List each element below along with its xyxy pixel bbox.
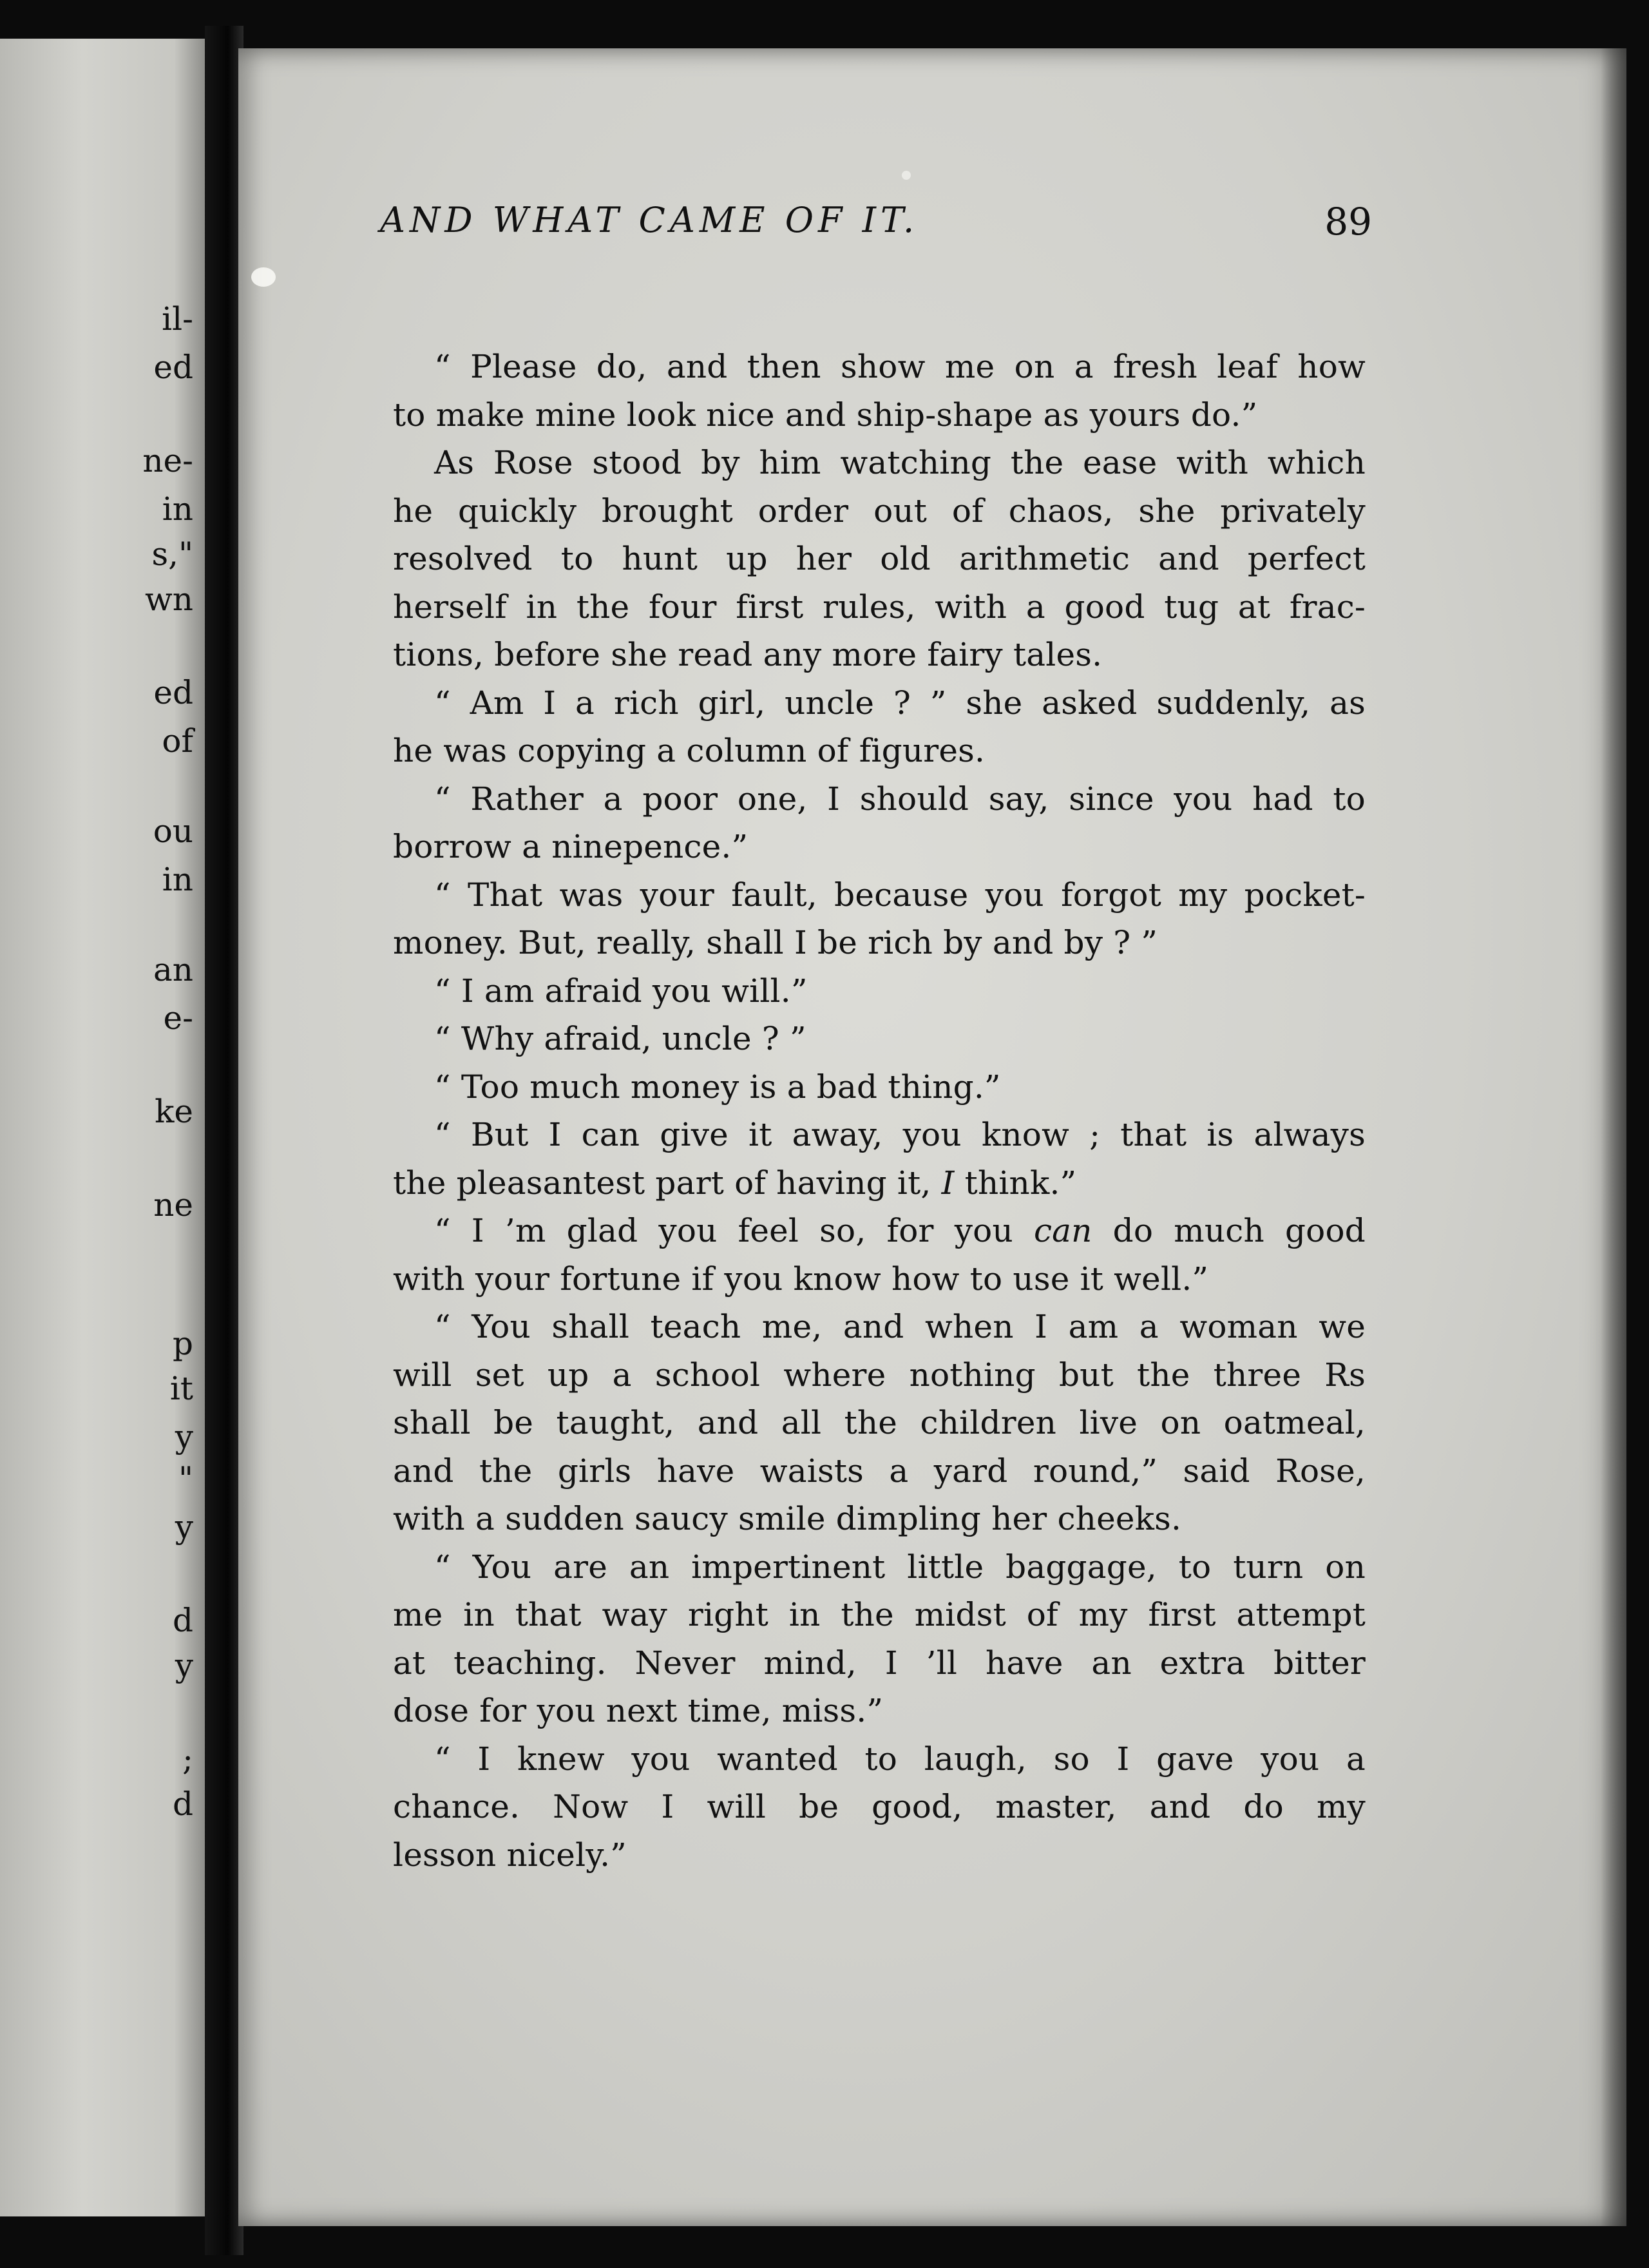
body-text [393,343,1366,1879]
text-line: the pleasantest part of having it, I think.” [393,1164,1077,1202]
italic-word: I [941,1164,955,1202]
text-line: tions, before she read any more fairy tales. [393,636,1103,673]
text-line: with a sudden saucy smile dimpling her cheeks. [393,1500,1182,1537]
left-page-fragment: in [162,861,193,898]
text-line: “ I knew you wanted to laugh, so I gave you a [434,1740,1366,1778]
text-line: “ You are an impertinent little baggage, to turn on [434,1548,1366,1586]
text-line: “ Rather a poor one, I should say, since you had to [434,780,1366,818]
dust-speck [902,171,911,180]
left-page-fragment: ou [153,812,193,850]
left-page-fragment: il- [162,300,193,338]
text-line: “ Why afraid, uncle ? ” [434,1020,806,1057]
left-page-fragment: of [162,722,193,760]
text-line: and the girls have waists a yard round,” said Rose, [393,1452,1366,1490]
left-page-fragment: ed [153,349,193,386]
text-line: to make mine look nice and ship-shape as yours do.” [393,396,1258,434]
left-page-fragment: ; [182,1740,193,1778]
running-title: AND WHAT CAME OF IT. [380,200,919,240]
text-line: “ That was your fault, because you forgot my pocket- [434,876,1366,914]
page-number: 89 [1324,200,1372,244]
dust-speck [251,267,276,287]
text-line: “ I ’m glad you feel so, for you can do much good [434,1212,1366,1249]
left-page-fragment: y [175,1647,193,1684]
text-line: chance. Now I will be good, master, and do my [393,1788,1366,1825]
left-page-fragment: it [169,1370,193,1407]
left-page-fragment: an [153,951,193,988]
text-line: me in that way right in the midst of my first attempt [393,1596,1366,1633]
left-page-fragment: p [172,1325,193,1362]
page-edge-shadow [1601,48,1626,2226]
running-head [380,200,1372,258]
text-line: “ I am afraid you will.” [434,972,808,1010]
left-page-fragment: ne- [142,442,193,479]
text-line: “ Am I a rich girl, uncle ? ” she asked suddenly, as [434,684,1366,722]
left-page-fragment: wn [145,581,193,618]
left-page-fragment: s," [151,535,193,573]
text-line: “ Please do, and then show me on a fresh leaf how [434,348,1366,385]
text-line: lesson nicely.” [393,1836,627,1874]
left-page-fragment: ne [153,1186,193,1224]
text-line: with your fortune if you know how to use it well.” [393,1260,1209,1298]
text-line: borrow a ninepence.” [393,828,748,865]
left-page-fragment: in [162,490,193,528]
text-line: herself in the four first rules, with a good tug at frac- [393,588,1366,626]
italic-word: can [1033,1212,1092,1249]
left-page-fragment: y [175,1508,193,1546]
left-page-fragment: ke [155,1093,193,1130]
text-line: resolved to hunt up her old arithmetic and perfect [393,540,1366,577]
left-page-fragment: " [178,1460,193,1497]
text-line: As Rose stood by him watching the ease with which [434,444,1366,481]
left-page-fragment: d [172,1785,193,1823]
text-line: will set up a school where nothing but the three Rs [393,1356,1366,1394]
text-line: shall be taught, and all the children live on oatmeal, [393,1404,1366,1441]
left-page-fragment: ed [153,674,193,711]
text-line: “ But I can give it away, you know ; that is always [434,1116,1366,1153]
left-page-fragment: d [172,1602,193,1639]
book-gutter [205,26,243,2255]
left-page-fragment: e- [163,999,193,1037]
text-line: dose for you next time, miss.” [393,1692,884,1729]
text-line: “ You shall teach me, and when I am a woman we [434,1308,1366,1345]
left-page-fragment: y [175,1418,193,1456]
text-line: money. But, really, shall I be rich by and by ? ” [393,924,1158,961]
text-line: he was copying a column of figures. [393,732,986,769]
text-line: he quickly brought order out of chaos, she privately [393,492,1366,530]
text-line: at teaching. Never mind, I ’ll have an extra bitter [393,1644,1366,1682]
text-line: “ Too much money is a bad thing.” [434,1068,1001,1106]
left-facing-page [0,39,205,2216]
